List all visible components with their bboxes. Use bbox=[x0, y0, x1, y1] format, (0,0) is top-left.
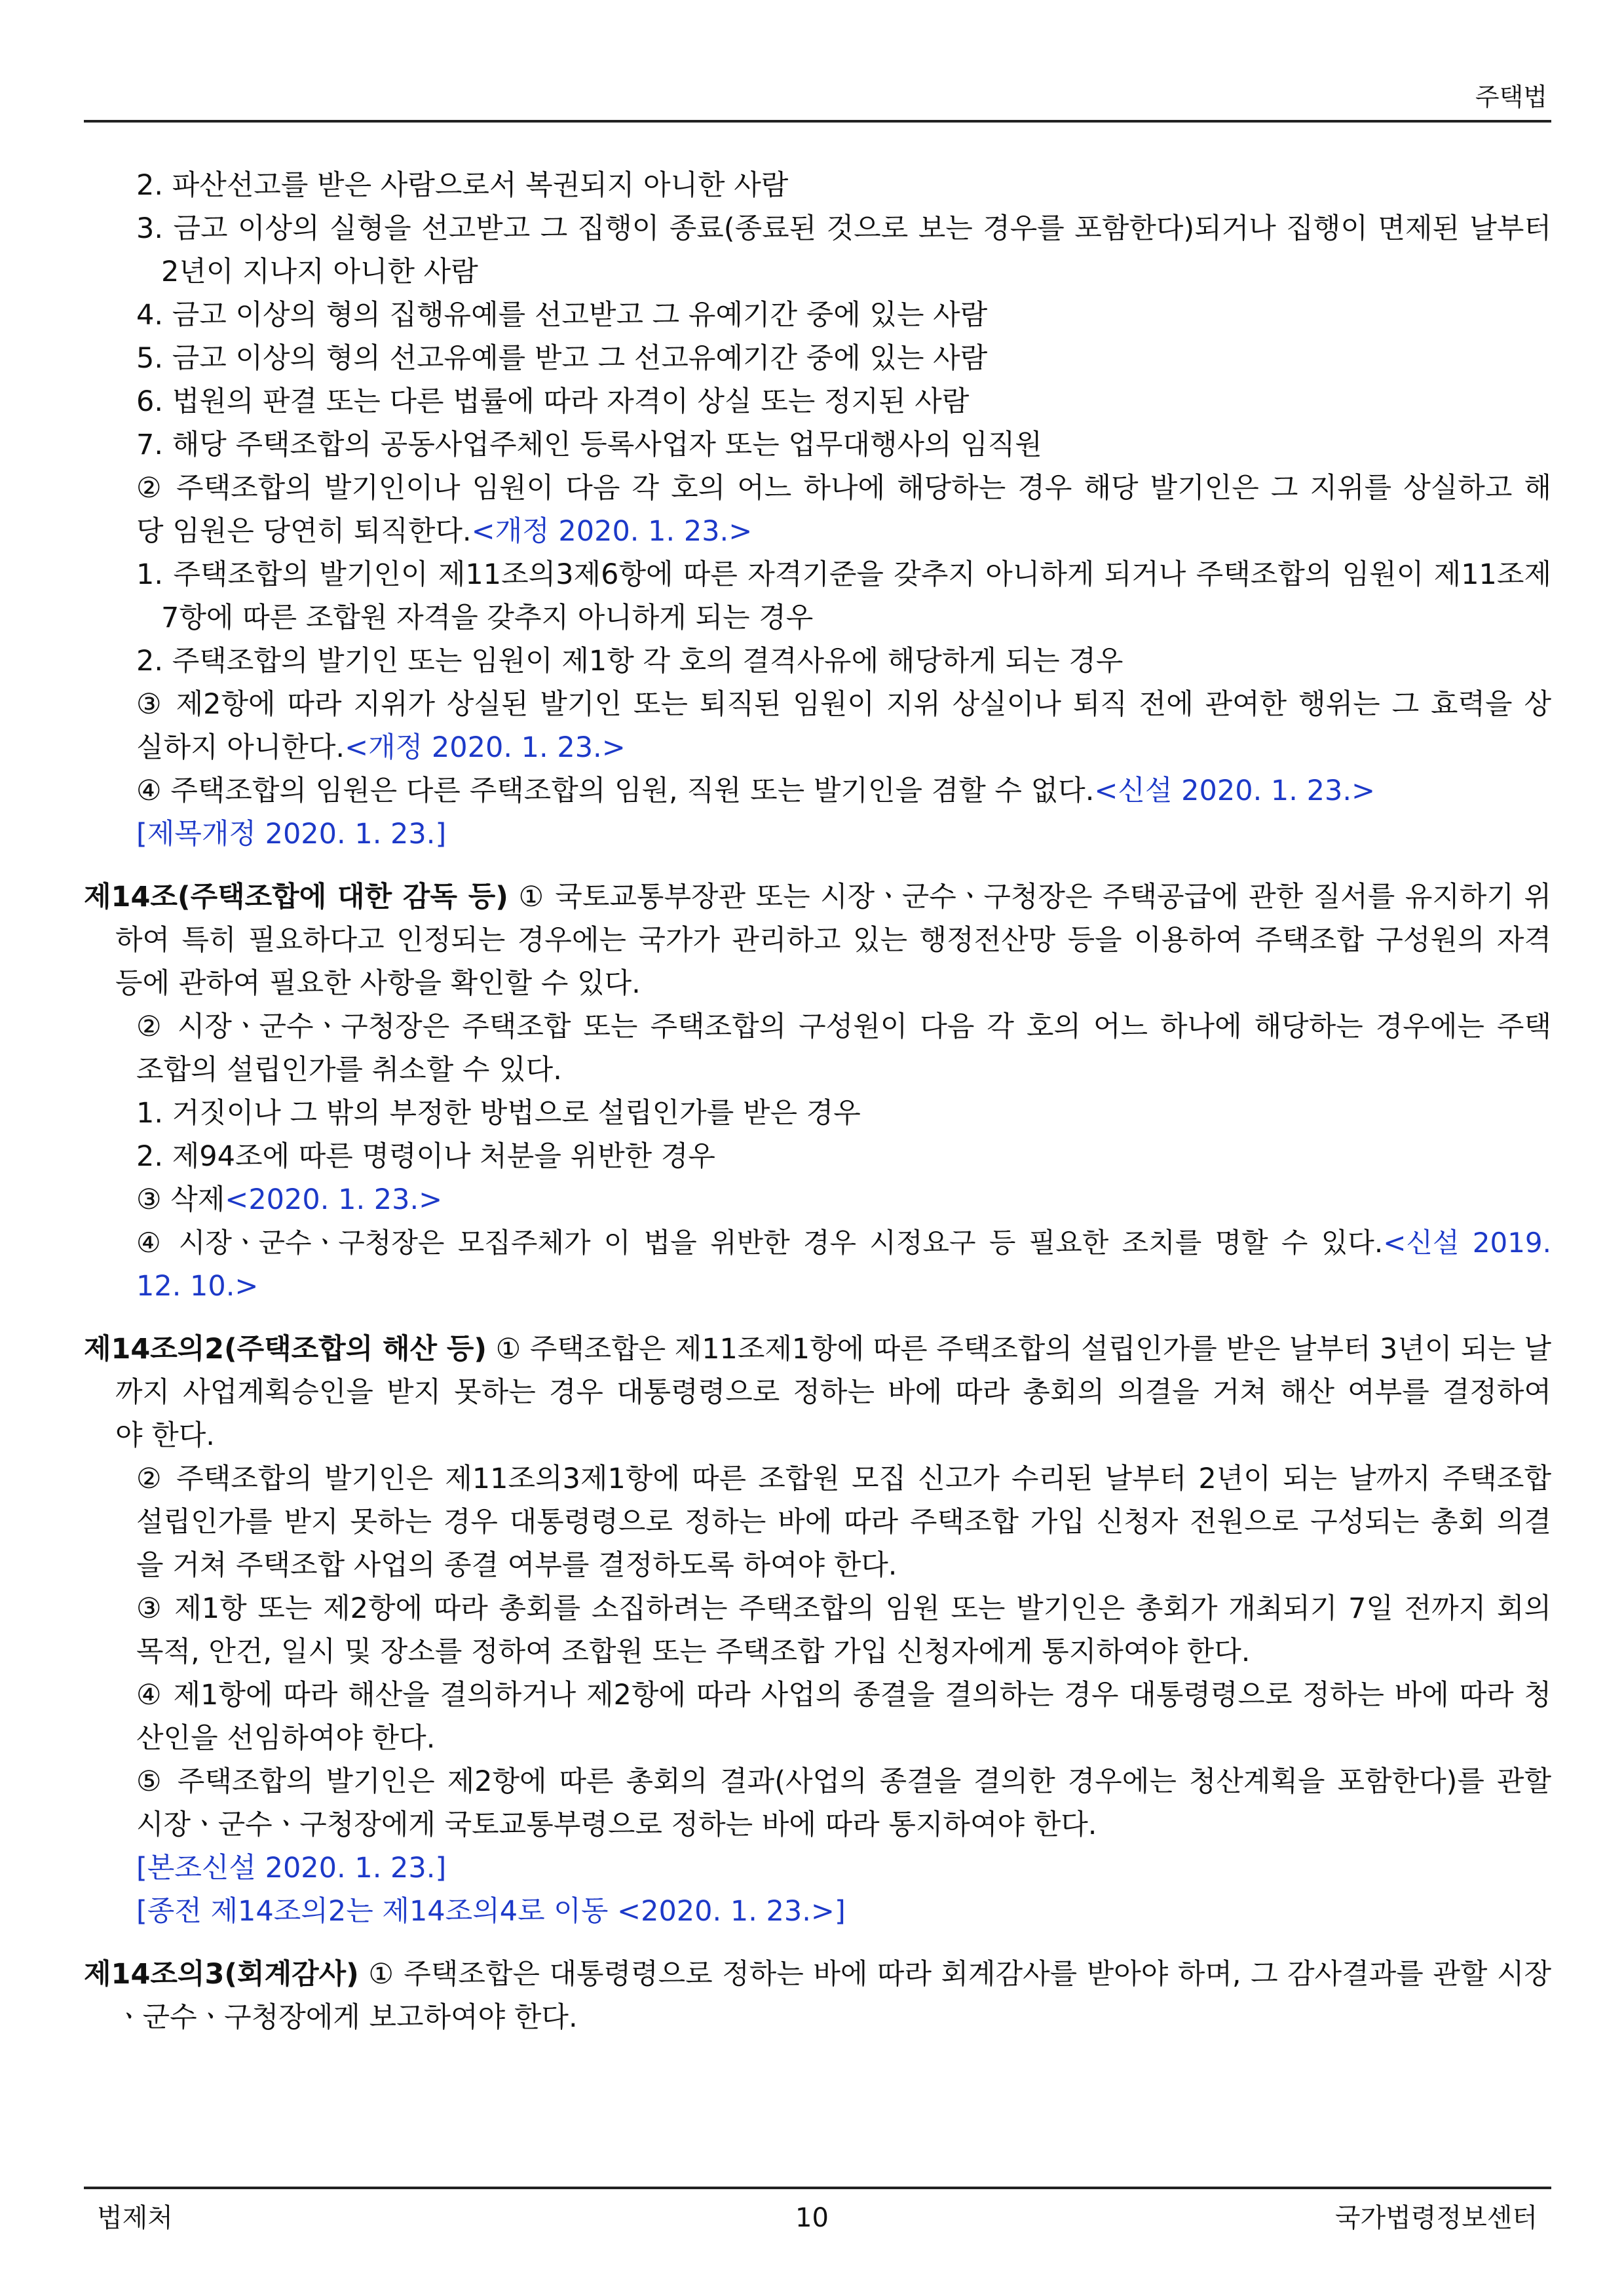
article-14-para2-line2: 조합의 설립인가를 취소할 수 있다. bbox=[136, 1054, 562, 1086]
footer-divider bbox=[84, 2187, 1551, 2189]
article-14-line3: 등에 관하여 필요한 사항을 확인할 수 있다. bbox=[115, 967, 641, 1000]
article-14-para4-line1 bbox=[84, 1221, 1551, 1265]
article-14-3-line1 bbox=[84, 1953, 1551, 1996]
title-amendment-note: [제목개정 2020. 1. 23.] bbox=[136, 818, 447, 851]
article-14-2-para4-line2: 산인을 선임하여야 한다. bbox=[136, 1722, 436, 1755]
article-14-3-para1-text: ① 주택조합은 대통령령으로 정하는 바에 따라 회계감사를 받아야 하며, 그 감사결과를 관할 시장 bbox=[358, 1958, 1551, 1991]
footer-source: 국가법령정보센터 bbox=[1334, 2203, 1538, 2233]
paragraph-2-item-2: 2. 주택조합의 발기인 또는 임원이 제1항 각 호의 결격사유에 해당하게 되는 경우 bbox=[136, 645, 1124, 678]
article-14 bbox=[84, 875, 1551, 1308]
article-14-2-enactment-note: [본조신설 2020. 1. 23.] bbox=[136, 1852, 447, 1885]
article-14-3 bbox=[84, 1953, 1551, 2039]
disqualification-item-5: 5. 금고 이상의 형의 선고유예를 받고 그 선고유예기간 중에 있는 사람 bbox=[136, 342, 988, 375]
paragraph-3-text: 실하지 아니한다. bbox=[136, 731, 345, 764]
article-14-line2: 하여 특히 필요하다고 인정되는 경우에는 국가가 관리하고 있는 행정전산망 등을 이용하여 주택조합 구성원의 자격 bbox=[115, 924, 1551, 957]
article-14-3-line2: ㆍ군수ㆍ구청장에게 보고하여야 한다. bbox=[115, 2001, 578, 2034]
article-14-2-para2-line3: 을 거쳐 주택조합 사업의 종결 여부를 결정하도록 하여야 한다. bbox=[136, 1549, 897, 1582]
article-14-para2-item2: 2. 제94조에 따른 명령이나 처분을 위반한 경우 bbox=[136, 1140, 715, 1173]
article-14-2-line3: 야 한다. bbox=[115, 1419, 215, 1452]
disqualification-item-7: 7. 해당 주택조합의 공동사업주체인 등록사업자 또는 업무대행사의 임직원 bbox=[136, 429, 1042, 461]
article-14-para3-text: ③ 삭제 bbox=[136, 1183, 225, 1216]
spacer bbox=[84, 1308, 1551, 1328]
article-14-para2-item1: 1. 거짓이나 그 밖의 부정한 방법으로 설립인가를 받은 경우 bbox=[136, 1097, 861, 1130]
article-14-2-para3-line1: ③ 제1항 또는 제2항에 따라 총회를 소집하려는 주택조합의 임원 또는 발기인은 총회가 개최되기 7일 전까지 회의 bbox=[136, 1592, 1551, 1625]
article-13-continuation bbox=[84, 164, 1551, 856]
document-body bbox=[84, 164, 1551, 2039]
article-14-2-line2: 까지 사업계획승인을 받지 못하는 경우 대통령령으로 정하는 바에 따라 총회의 의결을 거쳐 해산 여부를 결정하여 bbox=[115, 1376, 1551, 1409]
amendment-note: <신설 2020. 1. 23.> bbox=[1094, 775, 1376, 807]
paragraph-2-text: 당 임원은 당연히 퇴직한다. bbox=[136, 515, 472, 548]
article-14-2-para5-line1: ⑤ 주택조합의 발기인은 제2항에 따른 총회의 결과(사업의 종결을 결의한 경우에는 청산계획을 포함한다)를 관할 bbox=[136, 1765, 1551, 1798]
paragraph-3-line2 bbox=[84, 726, 1551, 769]
disqualification-item-4: 4. 금고 이상의 형의 집행유예를 선고받고 그 유예기간 중에 있는 사람 bbox=[136, 299, 988, 332]
article-14-2-para1-text: ① 주택조합은 제11조제1항에 따른 주택조합의 설립인가를 받은 날부터 3년이 되는 날 bbox=[486, 1333, 1551, 1366]
article-14-para3 bbox=[84, 1178, 1551, 1221]
footer-publisher: 법제처 bbox=[97, 2203, 173, 2233]
paragraph-4-text: ④ 주택조합의 임원은 다른 주택조합의 임원, 직원 또는 발기인을 겸할 수 없다. bbox=[136, 775, 1095, 807]
spacer bbox=[84, 1933, 1551, 1953]
article-14-2-line1 bbox=[84, 1328, 1551, 1371]
article-14-para1-text: ① 국토교통부장관 또는 시장ㆍ군수ㆍ구청장은 주택공급에 관한 질서를 유지하기 위 bbox=[508, 881, 1551, 913]
article-14-para4-text: ④ 시장ㆍ군수ㆍ구청장은 모집주체가 이 법을 위반한 경우 시정요구 등 필요한 조치를 명할 수 있다. bbox=[136, 1227, 1384, 1259]
disqualification-item-3-line1: 3. 금고 이상의 실형을 선고받고 그 집행이 종료(종료된 것으로 보는 경우를 포함한다)되거나 집행이 면제된 날부터 bbox=[136, 212, 1551, 245]
article-14-2-para5-line2: 시장ㆍ군수ㆍ구청장에게 국토교통부령으로 정하는 바에 따라 통지하여야 한다. bbox=[136, 1808, 1097, 1841]
article-14-para4-line2: 12. 10.> bbox=[136, 1270, 259, 1303]
spacer bbox=[84, 856, 1551, 875]
paragraph-3-line1: ③ 제2항에 따라 지위가 상실된 발기인 또는 퇴직된 임원이 지위 상실이나 퇴직 전에 관여한 행위는 그 효력을 상 bbox=[136, 688, 1551, 721]
header-divider bbox=[84, 120, 1551, 123]
amendment-note: <신설 2019. bbox=[1383, 1227, 1552, 1259]
article-14-2-para4-line1: ④ 제1항에 따라 해산을 결의하거나 제2항에 따라 사업의 종결을 결의하는 경우 대통령령으로 정하는 바에 따라 청 bbox=[136, 1679, 1551, 1712]
page-number: 10 bbox=[795, 2203, 829, 2233]
article-14-2-para3-line2: 목적, 안건, 일시 및 장소를 정하여 조합원 또는 주택조합 가입 신청자에게 통지하여야 한다. bbox=[136, 1636, 1251, 1668]
paragraph-2-item-1-line1: 1. 주택조합의 발기인이 제11조의3제6항에 따른 자격기준을 갖추지 아니하게 되거나 주택조합의 임원이 제11조제 bbox=[136, 558, 1551, 591]
disqualification-item-6: 6. 법원의 판결 또는 다른 법률에 따라 자격이 상실 또는 정지된 사람 bbox=[136, 385, 970, 418]
article-14-2-para2-line1: ② 주택조합의 발기인은 제11조의3제1항에 따른 조합원 모집 신고가 수리된 날부터 2년이 되는 날까지 주택조합 bbox=[136, 1463, 1551, 1495]
article-14-2-relocation-note: [종전 제14조의2는 제14조의4로 이동 <2020. 1. 23.>] bbox=[136, 1895, 846, 1928]
disqualification-item-3-line2: 2년이 지나지 아니한 사람 bbox=[161, 256, 478, 288]
article-14-line1 bbox=[84, 875, 1551, 919]
amendment-note: <개정 2020. 1. 23.> bbox=[471, 515, 753, 548]
article-14-2 bbox=[84, 1328, 1551, 1933]
paragraph-2-line2 bbox=[84, 510, 1551, 553]
paragraph-4 bbox=[84, 769, 1551, 813]
disqualification-item-2: 2. 파산선고를 받은 사람으로서 복권되지 아니한 사람 bbox=[136, 169, 789, 202]
paragraph-2-line1: ② 주택조합의 발기인이나 임원이 다음 각 호의 어느 하나에 해당하는 경우 해당 발기인은 그 지위를 상실하고 해 bbox=[136, 472, 1551, 505]
document-header-title: 주택법 bbox=[1475, 83, 1547, 111]
amendment-note: <개정 2020. 1. 23.> bbox=[345, 731, 626, 764]
article-14-para2-line1: ② 시장ㆍ군수ㆍ구청장은 주택조합 또는 주택조합의 구성원이 다음 각 호의 어느 하나에 해당하는 경우에는 주택 bbox=[136, 1010, 1551, 1043]
article-14-title: 제14조(주택조합에 대한 감독 등) bbox=[84, 881, 508, 913]
article-14-2-title: 제14조의2(주택조합의 해산 등) bbox=[84, 1333, 487, 1366]
paragraph-2-item-1-line2: 7항에 따른 조합원 자격을 갖추지 아니하게 되는 경우 bbox=[161, 602, 814, 634]
article-14-2-para2-line2: 설립인가를 받지 못하는 경우 대통령령으로 정하는 바에 따라 주택조합 가입 신청자 전원으로 구성되는 총회 의결 bbox=[136, 1506, 1551, 1539]
article-14-3-title: 제14조의3(회계감사) bbox=[84, 1958, 359, 1991]
deletion-note: <2020. 1. 23.> bbox=[225, 1183, 443, 1216]
